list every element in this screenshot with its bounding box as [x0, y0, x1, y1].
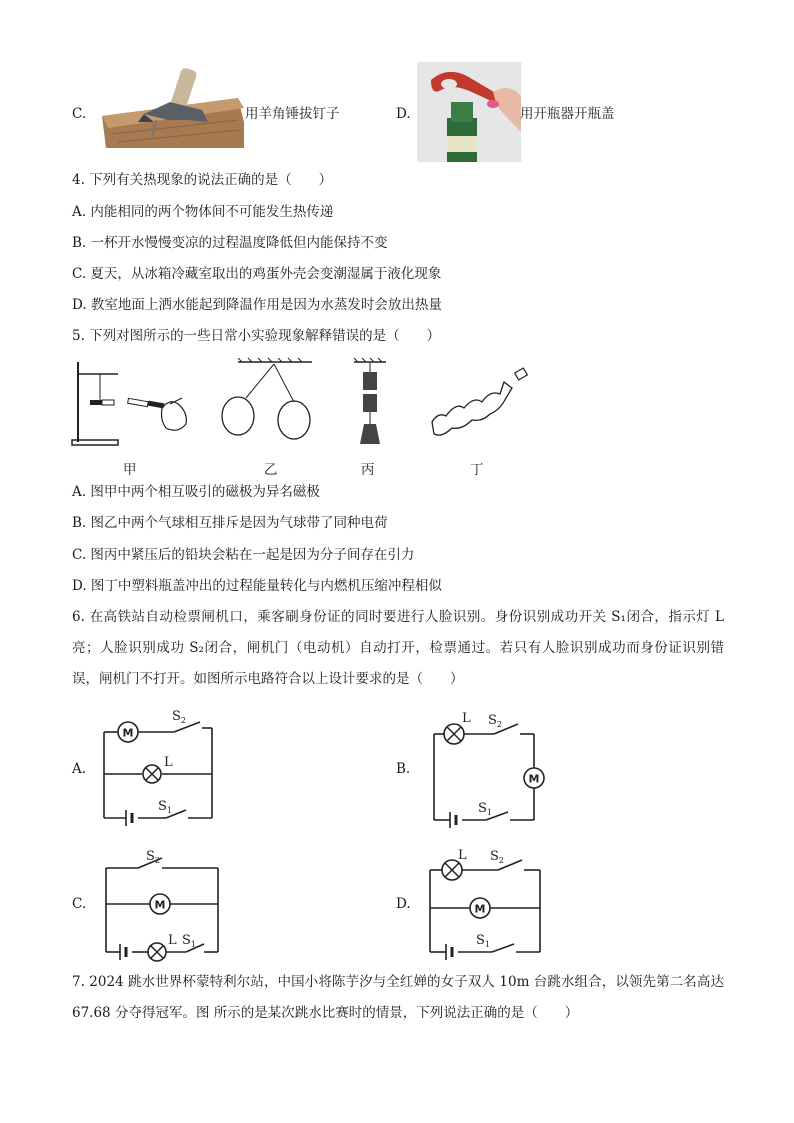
lead-blocks-figure — [350, 358, 390, 452]
motor-label: M — [154, 898, 166, 912]
hammer-photo — [98, 64, 246, 150]
svg-text:S2 — [146, 849, 160, 865]
circuit-c — [96, 848, 228, 964]
switch1-label: S — [182, 933, 191, 948]
q5-stem: 5. 下列对图所示的一些日常小实验现象解释错误的是（ ） — [72, 328, 441, 344]
svg-text:S1 — [158, 799, 172, 815]
lamp-label: L — [168, 933, 177, 948]
magnet-stand-figure — [70, 356, 194, 448]
balloons-figure — [218, 358, 324, 444]
bottle-opener-photo — [417, 62, 521, 162]
switch1-subscript: 1 — [166, 806, 172, 815]
option-d-letter: D. — [396, 106, 411, 122]
circuit-d — [420, 848, 552, 964]
q4-option-a: A. 内能相同的两个物体间不可能发生热传递 — [72, 204, 334, 220]
caption-jia: 甲 — [123, 462, 137, 478]
switch2-subscript: 2 — [496, 720, 502, 729]
circuit-b — [420, 706, 552, 834]
motor-label: M — [474, 902, 486, 916]
q6-option-b-letter: B. — [396, 761, 411, 777]
option-c-text: 用羊角锤拔钉子 — [245, 106, 340, 122]
q4-option-b: B. 一杯开水慢慢变凉的过程温度降低但内能保持不变 — [72, 235, 388, 251]
lamp-label: L — [462, 711, 471, 726]
q6-option-a-letter: A. — [72, 761, 87, 777]
switch2-label: S — [146, 849, 155, 864]
lamp-label: L — [458, 848, 467, 863]
circuit-a — [96, 708, 224, 832]
switch2-subscript: 2 — [180, 716, 186, 725]
q6-option-d-letter: D. — [396, 896, 411, 912]
motor-label: M — [528, 772, 540, 786]
lamp-label: L — [164, 755, 173, 770]
switch1-subscript: 1 — [484, 940, 490, 949]
q5-option-a: A. 图甲中两个相互吸引的磁极为异名磁极 — [72, 484, 320, 500]
switch2-label: S — [490, 849, 499, 864]
q4-option-d: D. 教室地面上洒水能起到降温作用是因为水蒸发时会放出热量 — [72, 297, 442, 313]
q5-option-d: D. 图丁中塑料瓶盖冲出的过程能量转化与内燃机压缩冲程相似 — [72, 578, 442, 594]
caption-yi: 乙 — [264, 462, 278, 478]
svg-text:S1 — [182, 933, 196, 949]
q4-option-c: C. 夏天，从冰箱冷藏室取出的鸡蛋外壳会变潮湿属于液化现象 — [72, 266, 442, 282]
switch2-subscript: 2 — [154, 856, 160, 865]
svg-text:S2 — [172, 709, 186, 725]
q6-stem: 6. 在高铁站自动检票闸机口，乘客刷身份证的同时要进行人脸识别。身份识别成功开关 S₁闭合，指示灯 L 亮；人脸识别成功 S₂闭合，闸机门（电动机）自动打开，检票通过。若只有人脸识别成功而身份证识别错误，闸机门不打开。如图所示电路符合以上设计要求的是（ ） — [72, 609, 724, 687]
switch1-label: S — [478, 801, 487, 816]
svg-text:S1 — [476, 933, 490, 949]
svg-text:S2 — [490, 849, 504, 865]
plastic-bottle-figure — [428, 362, 532, 444]
switch1-subscript: 1 — [190, 940, 196, 949]
switch1-label: S — [158, 799, 167, 814]
switch2-label: S — [488, 713, 497, 728]
caption-bing: 丙 — [361, 462, 375, 478]
switch1-label: S — [476, 933, 485, 948]
option-d-text: 用开瓶器开瓶盖 — [520, 106, 615, 122]
svg-text:S1 — [478, 801, 492, 817]
switch2-subscript: 2 — [498, 856, 504, 865]
q7-stem: 7. 2024 跳水世界杯蒙特利尔站，中国小将陈芋汐与全红婵的女子双人 10m 台跳水组合，以领先第二名高达 67.68 分夺得冠军。图 所示的是某次跳水比赛时的情景，下列说法正确的是（ ） — [72, 974, 724, 1021]
q6-option-c-letter: C. — [72, 896, 87, 912]
switch2-label: S — [172, 709, 181, 724]
svg-text:S2 — [488, 713, 502, 729]
q5-option-c: C. 图丙中紧压后的铅块会粘在一起是因为分子间存在引力 — [72, 547, 415, 563]
q4-stem: 4. 下列有关热现象的说法正确的是（ ） — [72, 172, 333, 188]
caption-ding: 丁 — [470, 462, 484, 478]
motor-label: M — [122, 726, 134, 740]
q5-option-b: B. 图乙中两个气球相互排斥是因为气球带了同种电荷 — [72, 515, 388, 531]
switch1-subscript: 1 — [486, 808, 492, 817]
option-c-letter: C. — [72, 106, 87, 122]
